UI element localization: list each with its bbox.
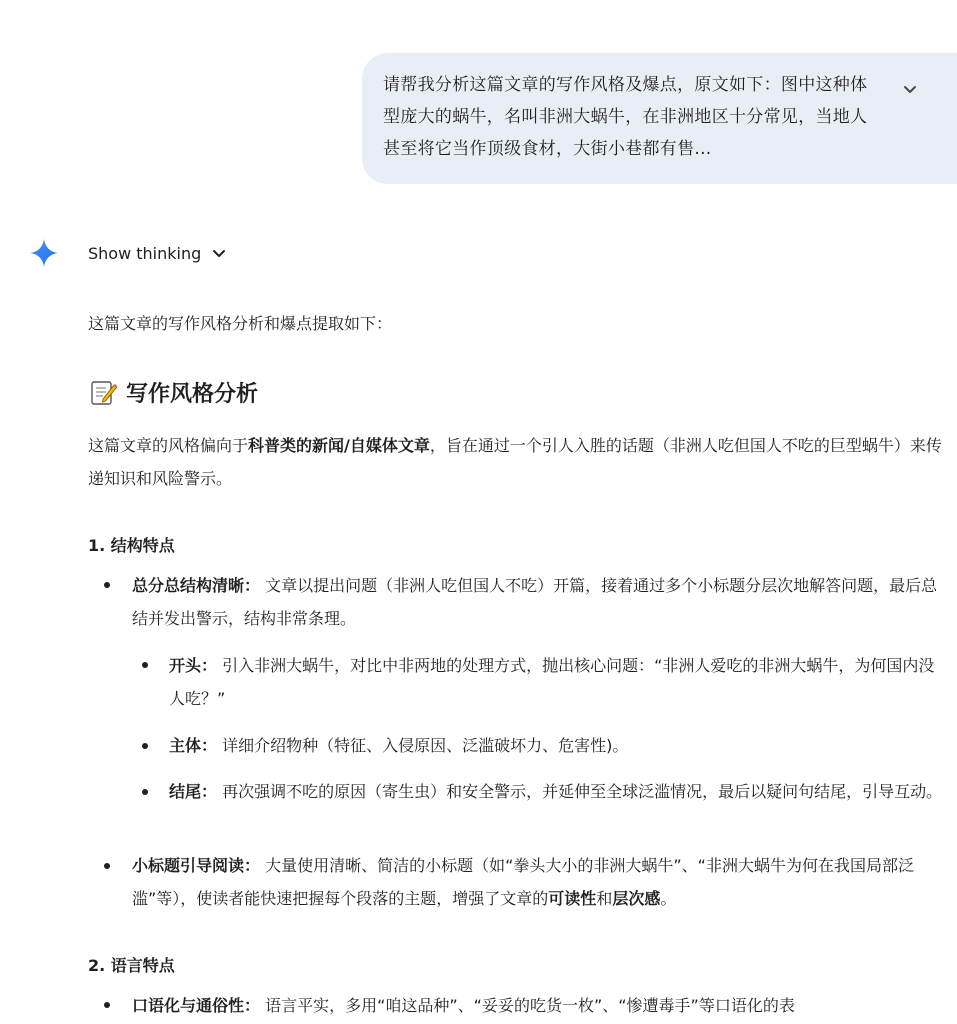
user-message-text: 请帮我分析这篇文章的写作风格及爆点，原文如下：图中这种体型庞大的蜗牛，名叫非洲大蜗牛，在非洲地区十分常见，当地人甚至将它当作顶级食材，大街小巷都有售...	[383, 75, 868, 159]
para-text: 这篇文章的风格偏向于	[88, 436, 249, 455]
list-item-label: 结尾：	[169, 782, 218, 801]
list-item-label: 总分总结构清晰：	[132, 576, 261, 595]
list-item-bold: 层次感	[612, 889, 661, 908]
section-title: 写作风格分析	[126, 381, 259, 407]
list-item-bold: 可读性	[548, 889, 597, 908]
chevron-down-icon[interactable]	[900, 79, 920, 99]
list-item	[169, 775, 948, 808]
bullet-dot	[104, 1002, 110, 1008]
bullet-dot	[104, 582, 110, 588]
para-bold: 科普类的新闻/自媒体文章	[248, 436, 430, 455]
subheading-structure: 1. 结构特点	[88, 536, 175, 555]
list-item-text: 再次强调不吃的原因（寄生虫）和安全警示，并延伸至全球泛滥情况，最后以疑问句结尾，引导互动。	[217, 782, 943, 801]
list-item	[132, 569, 948, 635]
bullet-dot	[142, 662, 148, 668]
bullet-dot	[142, 789, 148, 795]
list-item-text: 和	[596, 889, 613, 908]
chevron-down-icon	[211, 245, 227, 261]
subheading-language: 2. 语言特点	[88, 956, 175, 975]
user-message-bubble	[362, 53, 957, 184]
list-item-label: 小标题引导阅读：	[132, 856, 261, 875]
memo-icon	[88, 377, 118, 407]
list-item-label: 口语化与通俗性：	[132, 996, 261, 1015]
list-item-text: 大量使用清晰、简洁的小标题（如“拳头大小的非洲大蜗牛”、“非洲大蜗牛为何在我国局部泛滥”等），使读者能快速把握每个段落的主题，增强了文章的	[132, 856, 914, 908]
list-item	[132, 849, 948, 915]
response-intro: 这篇文章的写作风格分析和爆点提取如下：	[88, 314, 393, 333]
bullet-dot	[104, 863, 110, 869]
list-item	[132, 989, 948, 1022]
list-item-text: 引入非洲大蜗牛，对比中非两地的处理方式，抛出核心问题：“非洲人爱吃的非洲大蜗牛，为何国内没人吃？”	[169, 656, 935, 708]
list-item	[169, 729, 948, 762]
show-thinking-label: Show thinking	[88, 243, 202, 263]
list-item-text: 详细介绍物种（特征、入侵原因、泛滥破坏力、危害性)。	[217, 736, 629, 755]
list-item-label: 主体：	[169, 736, 218, 755]
show-thinking-toggle[interactable]	[88, 240, 227, 266]
list-item-label: 开头：	[169, 656, 218, 675]
list-item	[169, 649, 948, 715]
para-text: ，旨在通过一个引人入胜的话题（非洲人吃但国人不吃的巨型蜗牛）来传递知识和风险警示。	[88, 436, 942, 488]
list-item-text: 语言平实，多用“咱这品种”、“妥妥的吃货一枚”、“惨遭毒手”等口语化的表	[260, 996, 795, 1015]
list-item-text: 。	[660, 889, 677, 908]
list-item-text: 文章以提出问题（非洲人吃但国人不吃）开篇，接着通过多个小标题分层次地解答问题，最后总结并发出警示，结构非常条理。	[132, 576, 938, 628]
bullet-dot	[142, 743, 148, 749]
gemini-sparkle-icon	[28, 237, 60, 269]
style-paragraph	[88, 429, 948, 495]
section-heading	[88, 372, 258, 412]
